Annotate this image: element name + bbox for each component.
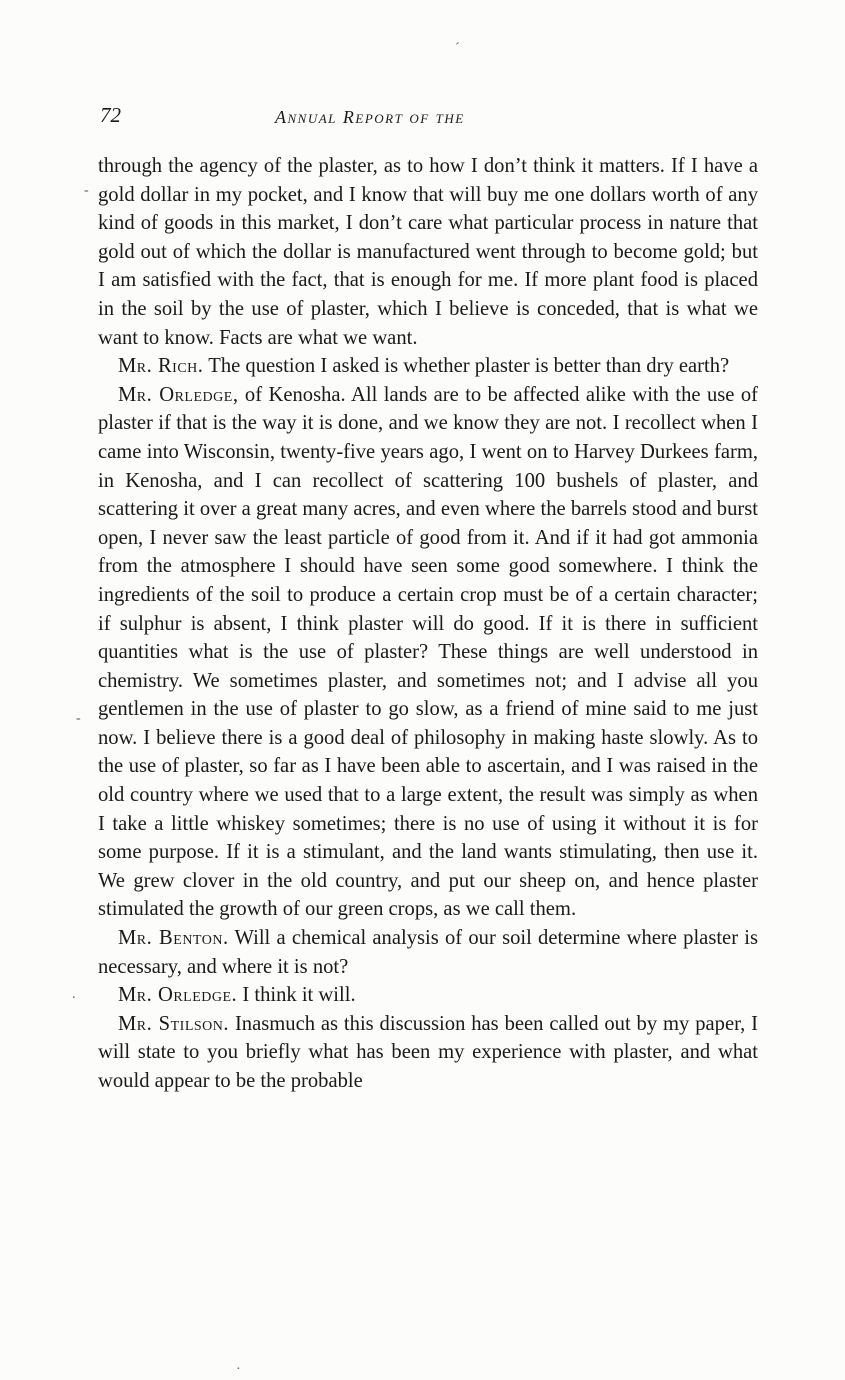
speaker-name: Mr. Benton. <box>118 927 229 950</box>
paragraph-text: Will a chemical analysis of our soil determine where plaster is necessary, and where it is not? <box>98 927 759 978</box>
paragraph-rich <box>98 352 758 381</box>
body-text <box>98 152 758 1096</box>
speaker-name: Mr. Orledge, <box>118 383 239 406</box>
page-number: 72 <box>100 103 121 127</box>
speaker-name: Mr. Stilson. <box>118 1012 230 1035</box>
page-header <box>100 103 760 133</box>
speaker-name: Mr. Rich. <box>118 355 204 378</box>
running-head: Annual Report of the <box>275 107 465 127</box>
speaker-name: Mr. Orledge. <box>118 984 238 1007</box>
paragraph-text: of Kenosha. All lands are to be affected alike with the use of plaster if that is the way it is done, and we know they are not. I recollect when I came into Wisconsin, twenty-five years ago, I went on to Harvey Durkees farm, in Kenosha, and I can recollect of scattering 100 bushels of plaster, and scattering it over a great many acres, and even where the barrels stood and burst open, I never saw the least particle of good from it. And if it had got ammonia from the atmosphere I should have seen some good somewhere. I think the ingredients of the soil to produce a certain crop must be of a certain character; if sulphur is absent, I think plaster will do good. If it is there in sufficient quantities what is the use of plaster? These things are well understood in chemistry. We sometimes plaster, and sometimes not; and I advise all you gentlemen in the use of plaster to go slow, as a friend of mine said to me just now. I believe there is a good deal of philosophy in making haste slowly. As to the use of plaster, so far as I have been able to ascertain, and I was raised in the old country where we used that to a large extent, the result was simply as when I take a little whiskey sometimes; there is no use of using it without it is for some purpose. If it is a stimulant, and the land wants stimulating, then use it. We grew clover in the old country, and put our sheep on, and hence plaster stimulated the growth of our green crops, as we call them. <box>98 383 758 921</box>
paragraph-text: through the agency of the plaster, as to how I don’t think it matters. If I have a gold dollar in my pocket, and I know that will buy me one dollars worth of any kind of goods in this market, I don’t care what particular process in nature that gold out of which the dollar is manufactured went through to become gold; but I am satisfied with the fact, that is enough for me. If more plant food is placed in the soil by the use of plaster, which I believe is conceded, that is what we want to know. Facts are what we want. <box>98 155 758 349</box>
stray-tick-mark: ˊ <box>455 41 460 56</box>
paragraph-orledge <box>98 381 758 924</box>
margin-mark: - <box>84 183 89 198</box>
paragraph-text: The question I asked is whether plaster is better than dry earth? <box>208 355 730 378</box>
margin-mark: - <box>76 711 81 726</box>
paragraph-continuation <box>98 152 758 352</box>
margin-mark: . <box>72 987 76 1002</box>
paragraph-benton <box>98 924 758 981</box>
paragraph-text: Inasmuch as this discussion has been called out by my paper, I will state to you briefly what has been my experience with plaster, and what would appear to be the probable <box>98 1012 759 1092</box>
paragraph-stilson <box>98 1010 758 1096</box>
paragraph-text: I think it will. <box>242 984 356 1007</box>
paragraph-orledge-reply <box>98 981 758 1010</box>
bottom-speck: · <box>236 1362 241 1377</box>
